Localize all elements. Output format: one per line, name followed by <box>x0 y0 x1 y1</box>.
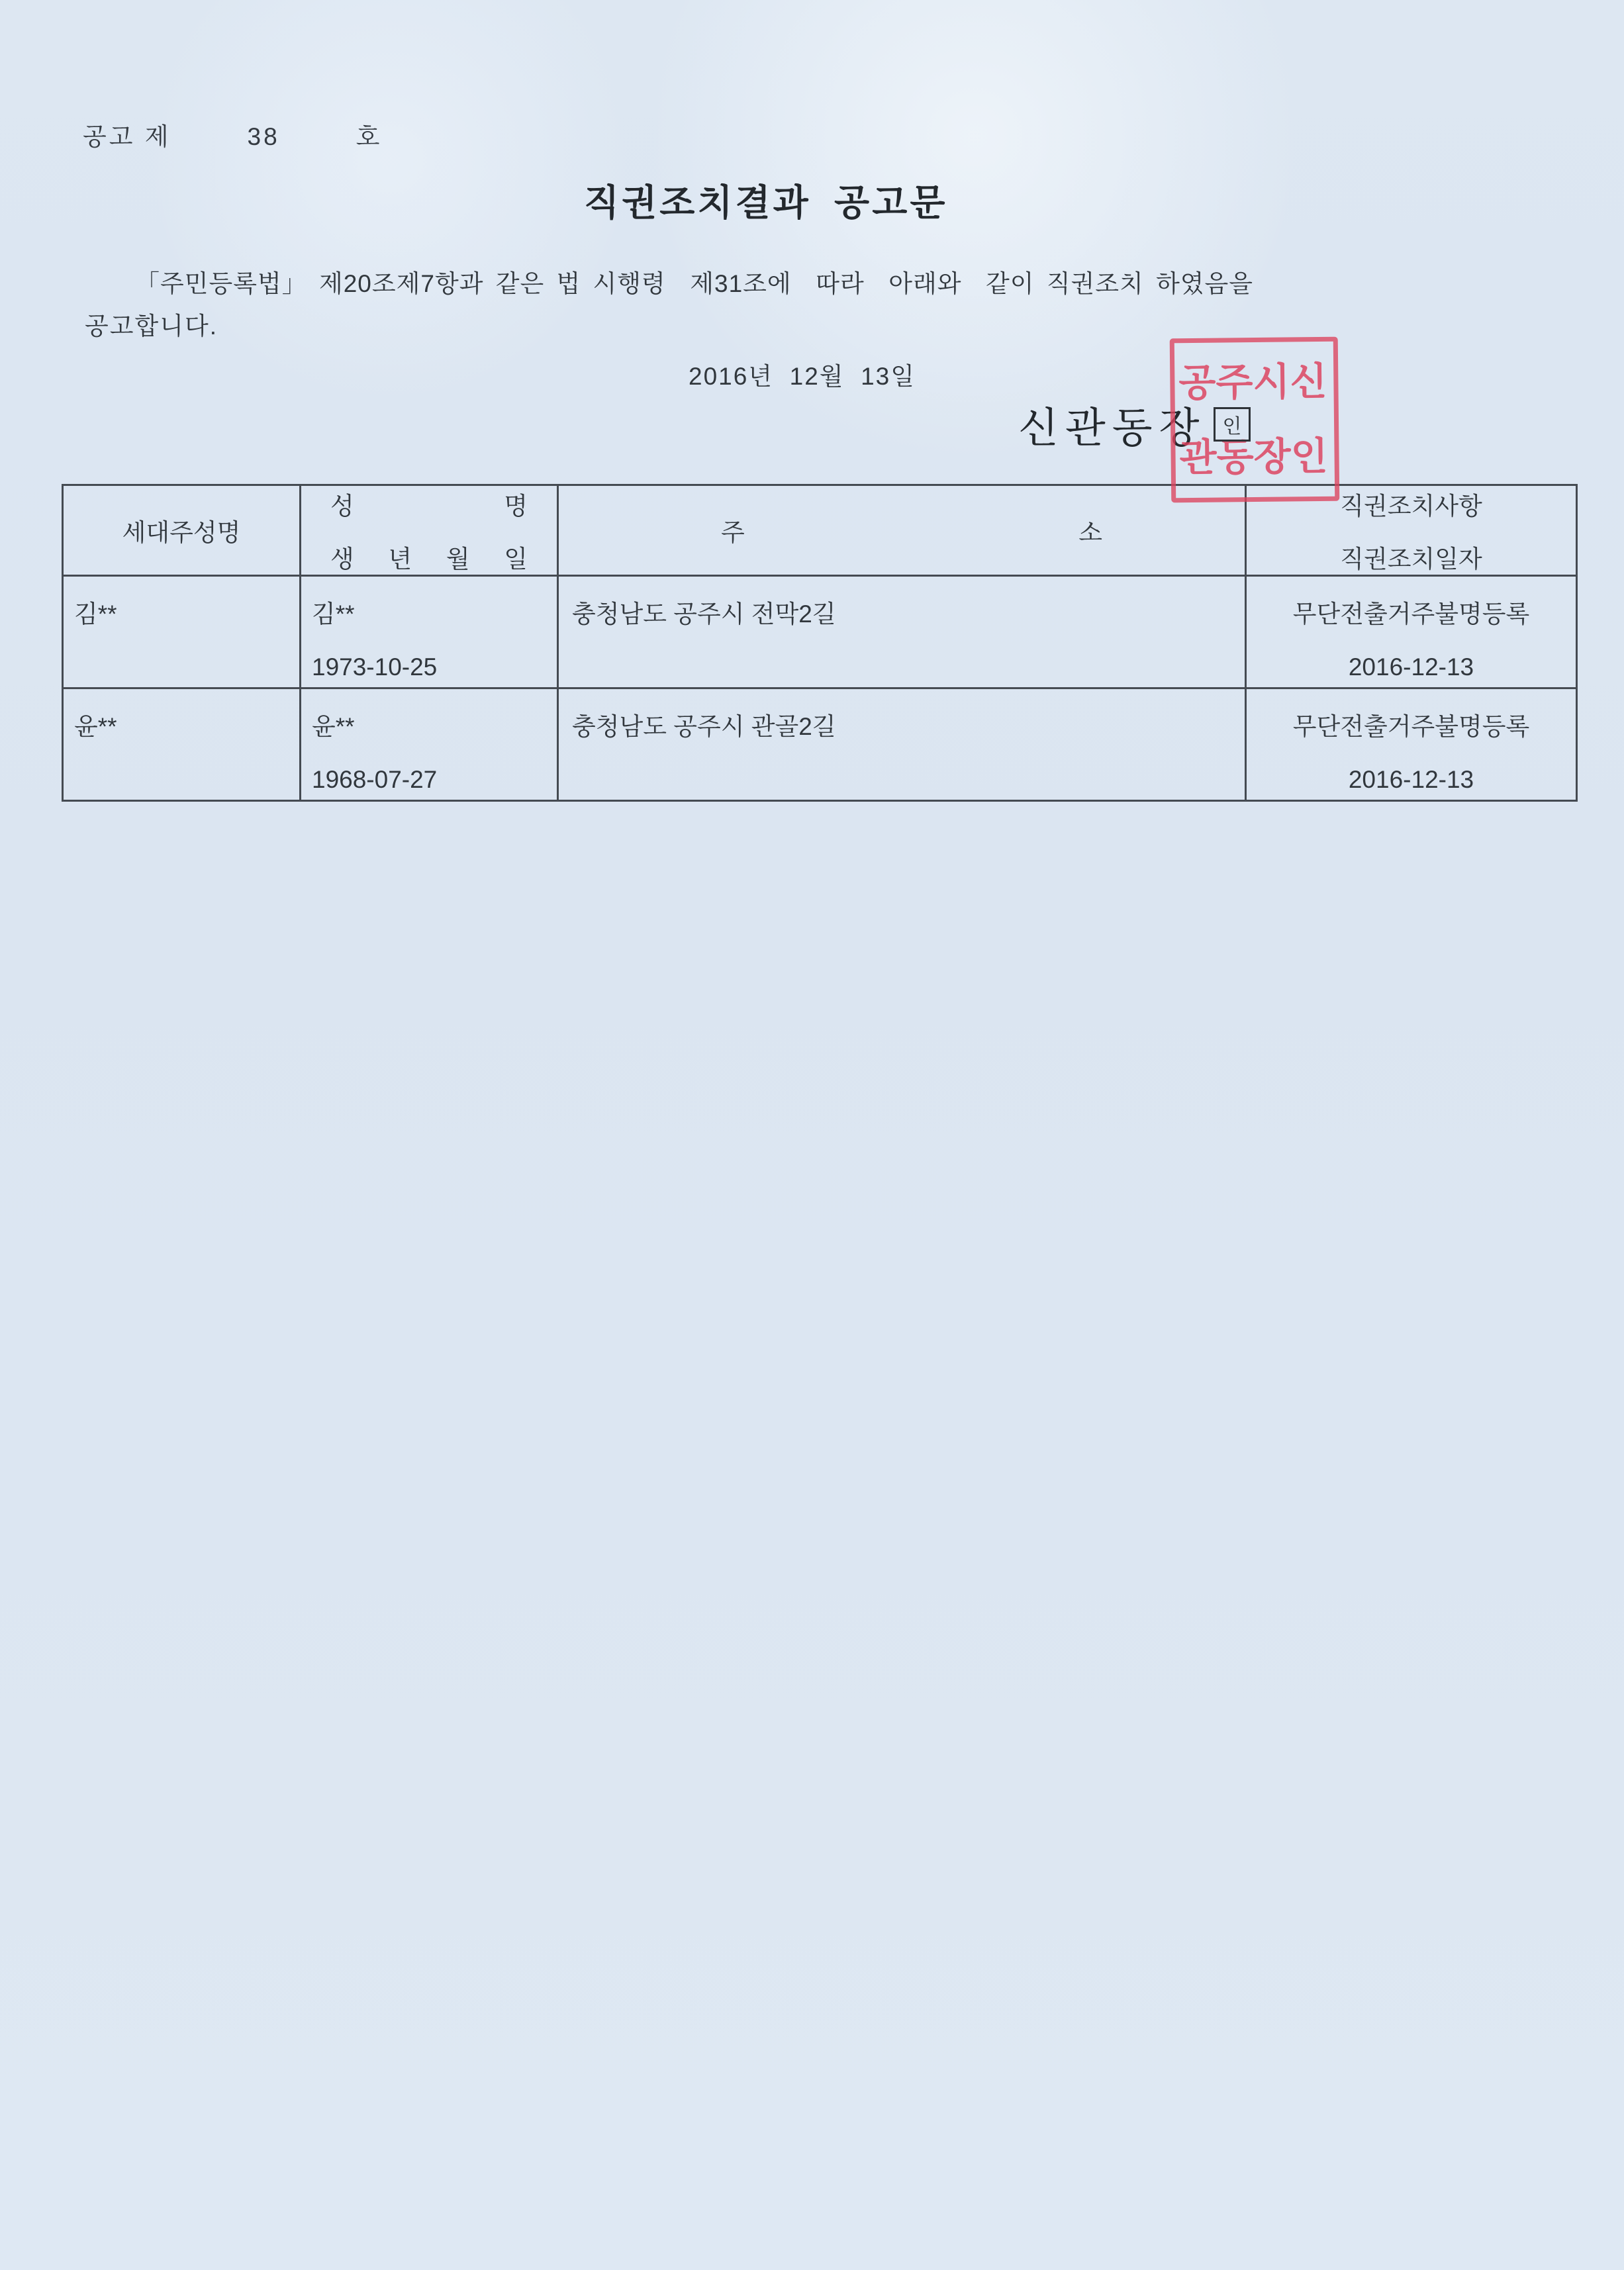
address-value: 충청남도 공주시 관골2길 <box>572 713 836 740</box>
seal-placeholder-box <box>1214 407 1251 442</box>
birth-value: 1968-07-27 <box>312 766 438 793</box>
cell-action <box>1246 576 1577 688</box>
action-value: 무단전출거주불명등록 <box>1292 600 1530 628</box>
cell-householder <box>63 576 301 688</box>
body-text-line-1: 「주민등록법」 제20조제7항과 같은 법 시행령 제31조에 따라 아래와 같이 직권조치 하였음을 <box>135 270 1254 297</box>
official-red-stamp <box>1170 337 1340 503</box>
action-date-value: 2016-12-13 <box>1348 766 1474 793</box>
cell-name-birth <box>301 576 558 688</box>
header-address <box>558 485 1246 576</box>
stamp-row-2 <box>1179 423 1331 491</box>
notice-number <box>83 117 382 152</box>
results-table <box>62 484 1578 802</box>
issue-date: 2016년 12월 13일 <box>689 363 916 390</box>
header-householder <box>63 485 301 576</box>
page-title: 직권조치결과 공고문 <box>584 182 948 223</box>
birth-value: 1973-10-25 <box>312 653 438 681</box>
table-row <box>63 688 1577 801</box>
cell-address <box>558 688 1246 801</box>
signer-title: 신관동장 <box>1018 405 1206 451</box>
action-value: 무단전출거주불명등록 <box>1292 713 1530 740</box>
stamp-row-1-text: 공주시신 <box>1178 359 1327 404</box>
table-row <box>63 576 1577 688</box>
cell-address <box>558 576 1246 688</box>
cell-name-birth <box>301 688 558 801</box>
cell-action <box>1246 688 1577 801</box>
name-value: 김** <box>312 600 355 628</box>
name-value: 윤** <box>312 713 355 740</box>
address-value: 충청남도 공주시 전막2길 <box>572 600 836 628</box>
seal-placeholder-label: 인 <box>1222 416 1242 438</box>
notice-number-suffix: 호 <box>356 123 383 150</box>
table-header-row <box>63 485 1577 576</box>
stamp-row-2-text: 관동장인 <box>1179 434 1329 479</box>
header-address-label: 주 소 <box>721 519 1102 546</box>
header-householder-label: 세대주성명 <box>122 519 241 546</box>
body-text-line-2: 공고합니다. <box>85 312 218 340</box>
householder-value: 김** <box>74 600 117 628</box>
notice-number-value: 38 <box>247 123 280 150</box>
action-date-value: 2016-12-13 <box>1348 653 1474 681</box>
header-action-date-label: 직권조치일자 <box>1340 545 1482 573</box>
header-action-label: 직권조치사항 <box>1340 493 1482 520</box>
header-name-label: 성 명 <box>330 493 528 520</box>
householder-value: 윤** <box>74 713 117 740</box>
cell-householder <box>63 688 301 801</box>
header-name-birth <box>301 485 558 576</box>
notice-number-prefix: 공고 제 <box>83 123 171 150</box>
stamp-row-1 <box>1178 348 1330 416</box>
header-birth-label: 생 년 월 일 <box>330 545 528 573</box>
